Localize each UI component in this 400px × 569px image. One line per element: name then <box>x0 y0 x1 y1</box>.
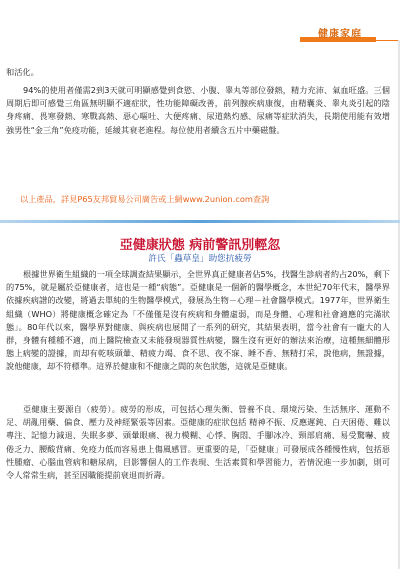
intro-line: 和活化。 <box>6 67 39 77</box>
section-divider <box>0 220 400 223</box>
article-subtitle: 許氏「蟲草皇」助您抗疲勞 <box>148 254 252 264</box>
article-title: 亞健康狀態 病前警訊別輕忽 <box>119 238 281 253</box>
article-paragraph-1: 根據世界衛生組織的一項全球調查結果顯示，全世界真正健康者佔5%，找醫生診病者約占20%，剩下的75%，就是屬於亞健康者，這也是一種“病態”。亞健康是一個新的醫學概念，本世紀70年代末，醫學界依據疾病譜的改變，將過去單純的生物醫學模式，發展為生物－心理－社會醫學模式。1977年，世界衛生組織（WHO）將健康概念確定為「不僅僅是沒有疾病和身體虛弱，而是身體、心理和社會適應的完滿狀態」。80年代以來，醫學界對健康、與疾病也展開了一系列的研究，其結果表明，當今社會有一龐大的人群，身體有種種不適，而上醫院檢查又未能發現器質性病變，醫生沒有更好的辦法來治療，這種無細體形態上病變的證據，而却有乾咳頭暈、精疲力竭、食不思、夜不寐、睡不香、無精打采，說他病，無證據，說他健康，却不符標準。這界於健康和不健康之間的灰色狀態，這就是亞健康。 <box>6 269 390 372</box>
header-accent-line <box>376 40 400 41</box>
promo-note: 以上產品，詳見P65友邦貿易公司廣告或上網www.2union.com查詢 <box>20 194 270 204</box>
page-header <box>0 24 400 44</box>
article-paragraph-2: 亞健康主要源自（疲勞）。疲勞的形成，可包括心理失衡、營養不良、環境污染、生活無序、運動不足、胡亂用藥、偏食、壓力及神經緊張等因素。亞健康的症狀包括 精神不振、反應遲鈍、白天困倦、難以專注、記憶力減退、失眠多夢、頭暈眼痛、視力模糊、心悸、胸悶、手腳冰冷、頸部肩痛、易受驚嚇、疲倦乏力、腰酸背痛、免疫力低而容易患上傷風感冒。更重要的是，「亞健康」可發展成各種慢性病，包括惡性腫瘤、心腦血管病和糖尿病，目影響個人的工作表現、生活素質和學習能力，若情況進一步加劇，則可令人常常生病，甚至因職能提前衰退而折壽。 <box>6 404 390 481</box>
product-paragraph: 94%的使用者僅需2到3天就可明顯感覺到食慾、小腹、睾丸等部位發熱，精力充沛、氣血旺盛。三個周期后即可感覺三角區無明顯不適症狀，性功能障礙改善，前列腺疾病康復，由精囊炎、睾丸炎引起的陰身疼痛、畏寒發熱、寒戰高熱、惡心嘔吐、大便疼痛、尿道熱灼感、尿痛等症狀消失，長期使用能有效增強男性“金三角”免疫功能，延緩其衰老進程。每位使用者續含五片中藥磁盤。 <box>6 85 390 135</box>
section-label: 健康家庭 <box>318 29 362 40</box>
